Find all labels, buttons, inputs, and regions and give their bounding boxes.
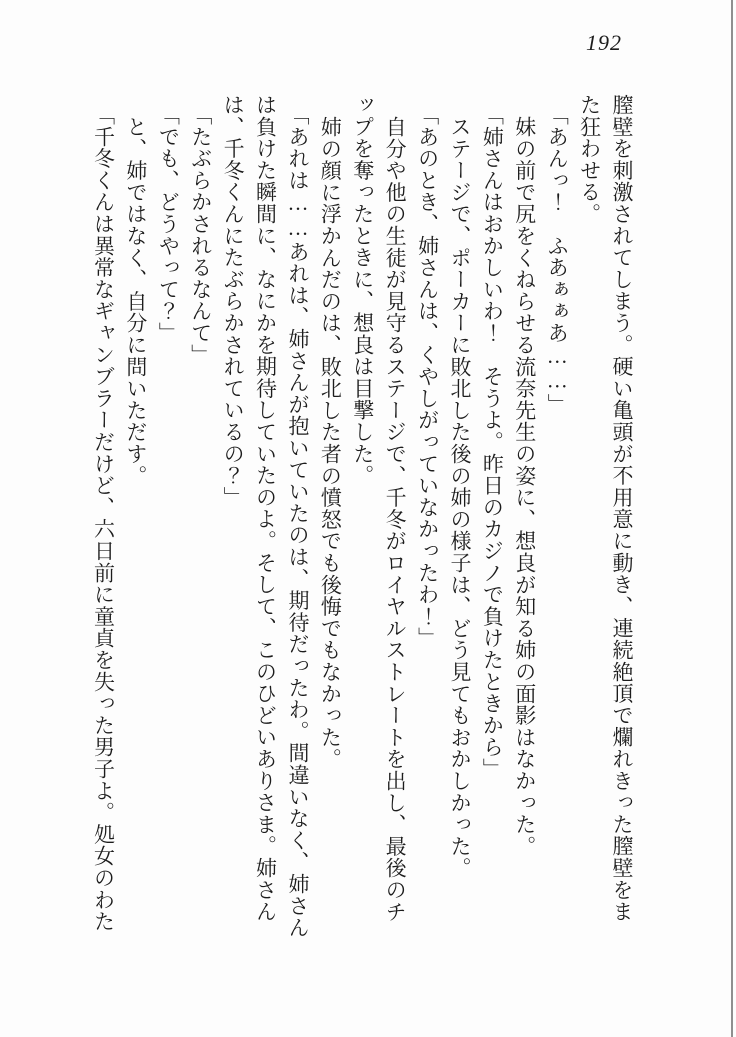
text-line: た狂わせる。 (577, 94, 602, 225)
text-line: ップを奪ったときに、想良は目撃した。 (350, 94, 375, 487)
text-block (87, 94, 638, 944)
text-line: 「あのとき、姉さんは、くやしがっていなかったわ！」 (415, 104, 440, 649)
text-line: 「姉さんはおかしいわ！ そうよ。昨日のカジノで負けたときから」 (480, 104, 505, 780)
text-line: 「あんっ！ ふあぁぁあ……」 (545, 104, 570, 416)
text-line: は負けた瞬間に、なにかを期待していたのよ。そして、このひどいありさま。姉さん (253, 94, 278, 923)
text-line: ステージで、ポーカーに敗北した後の姉の様子は、どう見てもおかしかった。 (447, 116, 472, 879)
page-number: 192 (586, 30, 622, 55)
text-line: 妹の前で尻をくねらせる流奈先生の姿に、想良が知る姉の面影はなかった。 (512, 116, 537, 858)
text-line: 「でも、どうやって？」 (156, 104, 181, 344)
text-line: 「千冬くんは異常なギャンブラーだけど、六日前に童貞を失った男子よ。処女のわた (91, 104, 116, 933)
text-line: と、姉ではなく、自分に問いただす。 (123, 116, 148, 487)
text-line: 姉の顔に浮かんだのは、敗北した者の憤怒でも後悔でもなかった。 (318, 116, 343, 770)
text-line: 「たぶらかされるなんて」 (188, 104, 213, 366)
text-line: 膣壁を刺激されてしまう。硬い亀頭が不用意に動き、連続絶頂で爛れきった膣壁をま (610, 94, 634, 923)
text-line: 自分や他の生徒が見守るステージで、千冬がロイヤルストレートを出し、最後のチ (383, 116, 408, 923)
text-line: 「あれは……あれは、姉さんが抱いていたのは、期待だったわ。間違いなく、姉さん (285, 104, 310, 939)
text-line: は、千冬くんにたぶらかされているの？」 (221, 94, 246, 509)
page-edge-line (731, 0, 733, 1037)
